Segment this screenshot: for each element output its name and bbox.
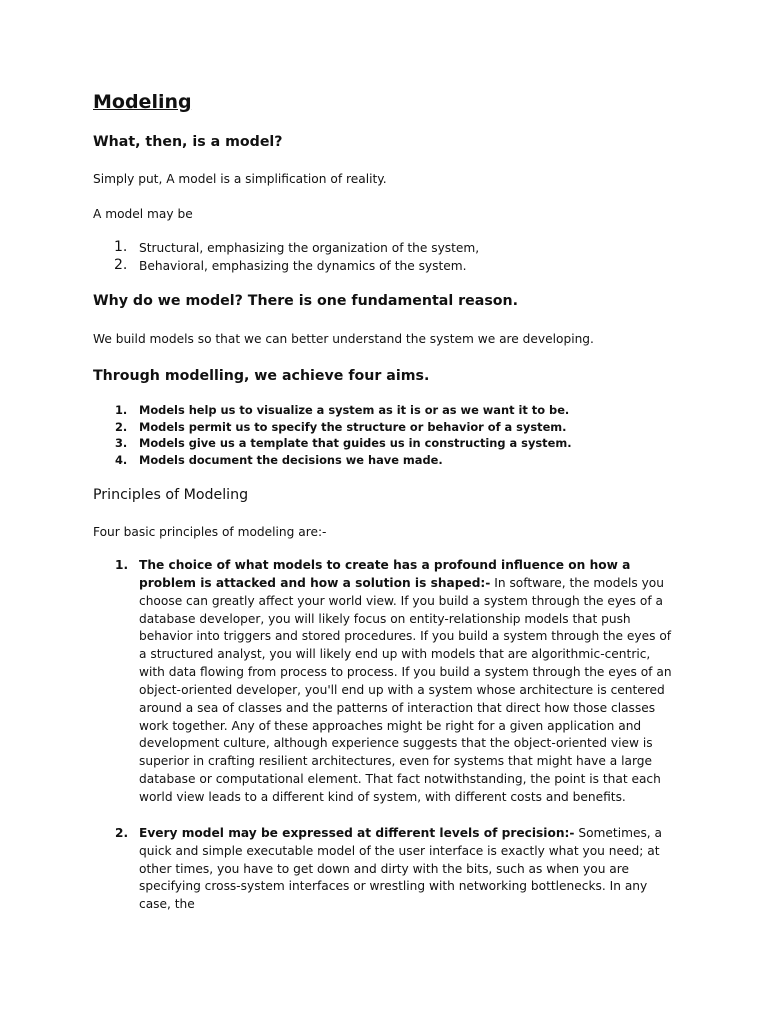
principle-lead: Every model may be expressed at different levels of precision:- (139, 825, 575, 840)
page-title: Modeling (93, 91, 192, 113)
principle-body: Sometimes, a quick and simple executable model of the user interface is exactly what you need; at other times, you have to get down and dirty with the bits, such as when you are specifying cross-system interfaces or wrestling with networking bottlenecks. In any case, the (139, 825, 663, 912)
list-item (93, 452, 572, 469)
four-aims-list (93, 402, 572, 468)
principles-list (93, 557, 673, 932)
list-item (93, 419, 572, 436)
principles-heading: Principles of Modeling (93, 487, 249, 503)
list-number: 3. (115, 436, 128, 450)
what-is-model-heading: What, then, is a model? (93, 134, 283, 150)
list-number: 2. (114, 257, 128, 273)
principle-body: In software, the models you choose can greatly affect your world view. If you build a system through the eyes of a database developer, you will likely focus on entity-relationship models that push behavior into triggers and stored procedures. If you build a system through the eyes of a structured analyst, you will likely end up with models that are algorithmic-centric, with data flowing from process to process. If you build a system through the eyes of an object-oriented developer, you'll end up with a system whose architecture is centered around a sea of classes and the patterns of interaction that direct how those classes work together. Any of these approaches might be right for a given application and development culture, although experience suggests that the object-oriented view is superior in crafting resilient architectures, even for systems that might have a large database or computational element. That fact notwithstanding, the point is that each world view leads to a different kind of system, with different costs and benefits. (139, 575, 672, 804)
why-model-heading: Why do we model? There is one fundamental reason. (93, 293, 519, 309)
list-number: 2. (115, 419, 128, 434)
principles-intro: Four basic principles of modeling are:- (93, 525, 327, 539)
model-may-be-intro: A model may be (93, 207, 193, 221)
list-item (93, 239, 479, 257)
model-types-list (93, 239, 479, 275)
list-item-text: Structural, emphasizing the organization of the system, (139, 241, 480, 255)
list-item (93, 557, 673, 807)
list-item (93, 825, 673, 914)
list-number: 2. (115, 825, 129, 840)
list-number: 1. (115, 403, 128, 417)
list-number: 1. (115, 558, 129, 572)
list-item-text: Models document the decisions we have made. (139, 452, 443, 467)
list-item-text: Models permit us to specify the structure or behavior of a system. (139, 419, 567, 434)
list-number: 1. (114, 239, 128, 255)
model-definition: Simply put, A model is a simplification of reality. (93, 172, 387, 186)
list-item (93, 435, 572, 452)
list-item-text: Models help us to visualize a system as it is or as we want it to be. (139, 403, 570, 417)
principle-lead: The choice of what models to create has a profound influence on how a problem is attacked and how a solution is shaped:- (139, 558, 631, 590)
why-model-text: We build models so that we can better understand the system we are developing. (93, 332, 594, 346)
list-item (93, 257, 479, 275)
list-number: 4. (115, 452, 128, 467)
list-item (93, 402, 572, 419)
list-item-text: Models give us a template that guides us in constructing a system. (139, 436, 572, 450)
list-item-text: Behavioral, emphasizing the dynamics of the system. (139, 259, 467, 273)
four-aims-heading: Through modelling, we achieve four aims. (93, 368, 430, 384)
